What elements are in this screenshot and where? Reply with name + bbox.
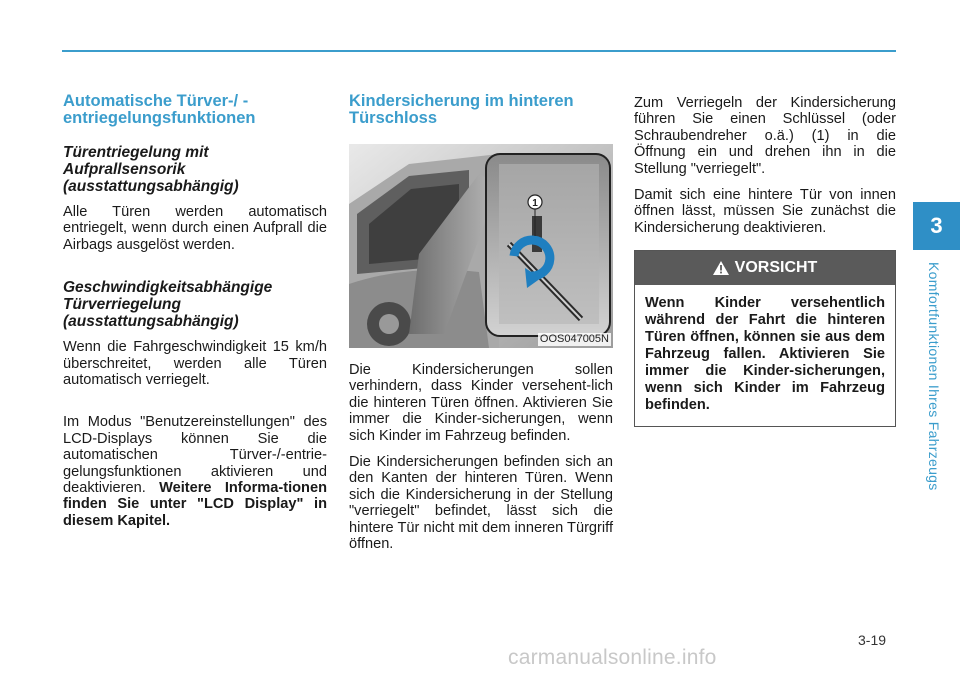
child-lock-illustration — [349, 144, 613, 348]
warning-triangle-icon — [713, 261, 729, 275]
child-lock-figure — [349, 144, 613, 348]
paragraph-impact-unlock: Alle Türen werden automatisch entriegelt, wenn durch einen Aufprall die Airbags ausgelöst werden. — [63, 204, 327, 253]
paragraph-lcd-settings — [63, 414, 327, 529]
lcd-settings-text: Im Modus "Benutzereinstellungen" des LCD-Displays können Sie die automatischen Türver-/-entrie-gelungsfunktionen aktivieren und deaktivieren. — [63, 414, 327, 497]
column-2 — [349, 93, 613, 562]
paragraph-lock-procedure: Zum Verriegeln der Kindersicherung führen Sie einen Schlüssel (oder Schraubendreher o.ä.) (1) in die Öffnung ein und drehen ihn in die Stellung "verriegelt". — [634, 95, 896, 177]
paragraph-child-lock-location: Die Kindersicherungen befinden sich an den Kanten der hinteren Türen. Wenn sich die Kindersicherung in der Stellung "verriegelt" befindet, lässt sich die hintere Tür nicht mit dem inneren Türgriff öffnen. — [349, 454, 613, 553]
column-1 — [63, 93, 327, 539]
header-rule — [62, 50, 896, 52]
subheading-impact-unlock: Türentriegelung mit Aufprallsensorik (ausstattungsabhängig) — [63, 144, 239, 195]
callout-number: 1 — [532, 198, 538, 209]
chapter-title: Komfortfunktionen Ihres Fahrzeugs — [926, 262, 942, 491]
section-heading-auto-lock: Automatische Türver-/ -entriegelungsfunktionen — [63, 92, 256, 127]
paragraph-speed-lock: Wenn die Fahrgeschwindigkeit 15 km/h überschreitet, werden alle Türen automatisch verriegelt. — [63, 339, 327, 389]
paragraph-unlock-procedure: Damit sich eine hintere Tür von innen öffnen lässt, müssen Sie zunächst die Kindersicherung deaktivieren. — [634, 187, 896, 236]
page-number: 3-19 — [858, 632, 887, 648]
lcd-settings-reference: Weitere Informa-tionen finden Sie unter "LCD Display" in diesem Kapitel. — [63, 480, 327, 529]
section-heading-child-lock: Kindersicherung im hinteren Türschloss — [349, 92, 574, 127]
caution-box — [634, 250, 896, 427]
figure-code: OOS047005N — [539, 333, 609, 345]
column-3 — [634, 95, 896, 427]
paragraph-child-lock-purpose: Die Kindersicherungen sollen verhindern, dass Kinder versehent-lich die hinteren Türen öffnen. Aktivieren Sie immer die Kinder-sicherungen, wenn sich Kinder im Fahrzeug befinden. — [349, 362, 613, 444]
subheading-speed-lock: Geschwindigkeitsabhängige Türverriegelung (ausstattungsabhängig) — [63, 279, 273, 331]
chapter-tab: 3 — [913, 202, 960, 250]
caution-header — [635, 251, 895, 285]
caution-text: Wenn Kinder versehentlich während der Fahrt die hinteren Türen öffnen, können sie aus dem Fahrzeug fallen. Aktivieren Sie immer die Kinder-sicherungen, wenn sich Kinder im Fahrzeug befinden. — [645, 295, 885, 414]
watermark: carmanualsonline.info — [508, 646, 717, 669]
caution-title: VORSICHT — [734, 259, 818, 277]
